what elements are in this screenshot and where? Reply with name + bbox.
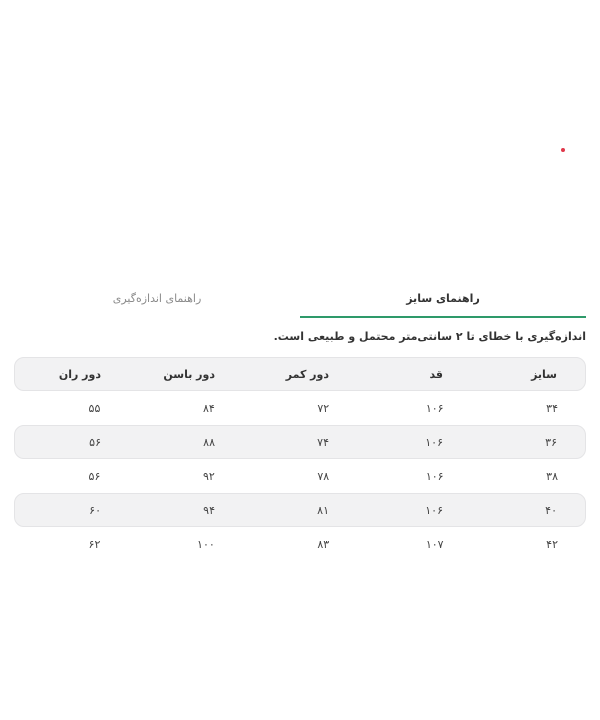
guide-tabs xyxy=(14,284,586,318)
header-height: قد xyxy=(429,367,443,381)
cell-hip: ۸۸ xyxy=(203,435,215,449)
table-row xyxy=(14,459,586,493)
cell-hip: ۹۲ xyxy=(202,469,215,483)
header-thigh: دور ران xyxy=(58,367,101,381)
cell-size: ۴۰ xyxy=(545,503,557,517)
cell-height: ۱۰۷ xyxy=(425,537,444,551)
cell-height: ۱۰۶ xyxy=(425,469,444,483)
cell-waist: ۸۳ xyxy=(317,537,330,551)
table-row xyxy=(14,527,586,561)
cell-waist: ۸۱ xyxy=(317,503,329,517)
cell-size: ۴۲ xyxy=(546,537,558,551)
cell-thigh: ۶۰ xyxy=(89,503,101,517)
table-row xyxy=(14,425,586,459)
cell-waist: ۷۸ xyxy=(317,469,330,483)
table-row xyxy=(14,493,586,527)
header-size: سایز xyxy=(531,367,557,381)
table-header-row xyxy=(14,357,586,391)
cell-waist: ۷۴ xyxy=(317,435,329,449)
cell-thigh: ۵۵ xyxy=(88,401,101,415)
cell-thigh: ۵۶ xyxy=(88,469,101,483)
cell-thigh: ۶۲ xyxy=(88,537,101,551)
measurement-note: اندازه‌گیری با خطای تا ۲ سانتی‌متر محتمل و طبیعی است. xyxy=(273,330,586,343)
cell-height: ۱۰۶ xyxy=(425,401,444,415)
red-dot-marker xyxy=(561,148,565,152)
table-row xyxy=(14,391,586,425)
cell-size: ۳۴ xyxy=(546,401,558,415)
cell-size: ۳۶ xyxy=(545,435,557,449)
cell-thigh: ۵۶ xyxy=(89,435,101,449)
tab-measure-guide[interactable]: راهنمای اندازه‌گیری xyxy=(112,292,202,305)
header-hip: دور باسن xyxy=(163,367,215,381)
cell-hip: ۱۰۰ xyxy=(197,537,215,551)
size-table xyxy=(14,357,586,561)
tab-size-guide[interactable]: راهنمای سایز xyxy=(300,284,586,318)
cell-waist: ۷۲ xyxy=(317,401,330,415)
cell-size: ۳۸ xyxy=(546,469,558,483)
cell-height: ۱۰۶ xyxy=(425,503,443,517)
cell-height: ۱۰۶ xyxy=(425,435,443,449)
header-waist: دور کمر xyxy=(285,367,329,381)
cell-hip: ۸۴ xyxy=(202,401,215,415)
cell-hip: ۹۴ xyxy=(203,503,215,517)
